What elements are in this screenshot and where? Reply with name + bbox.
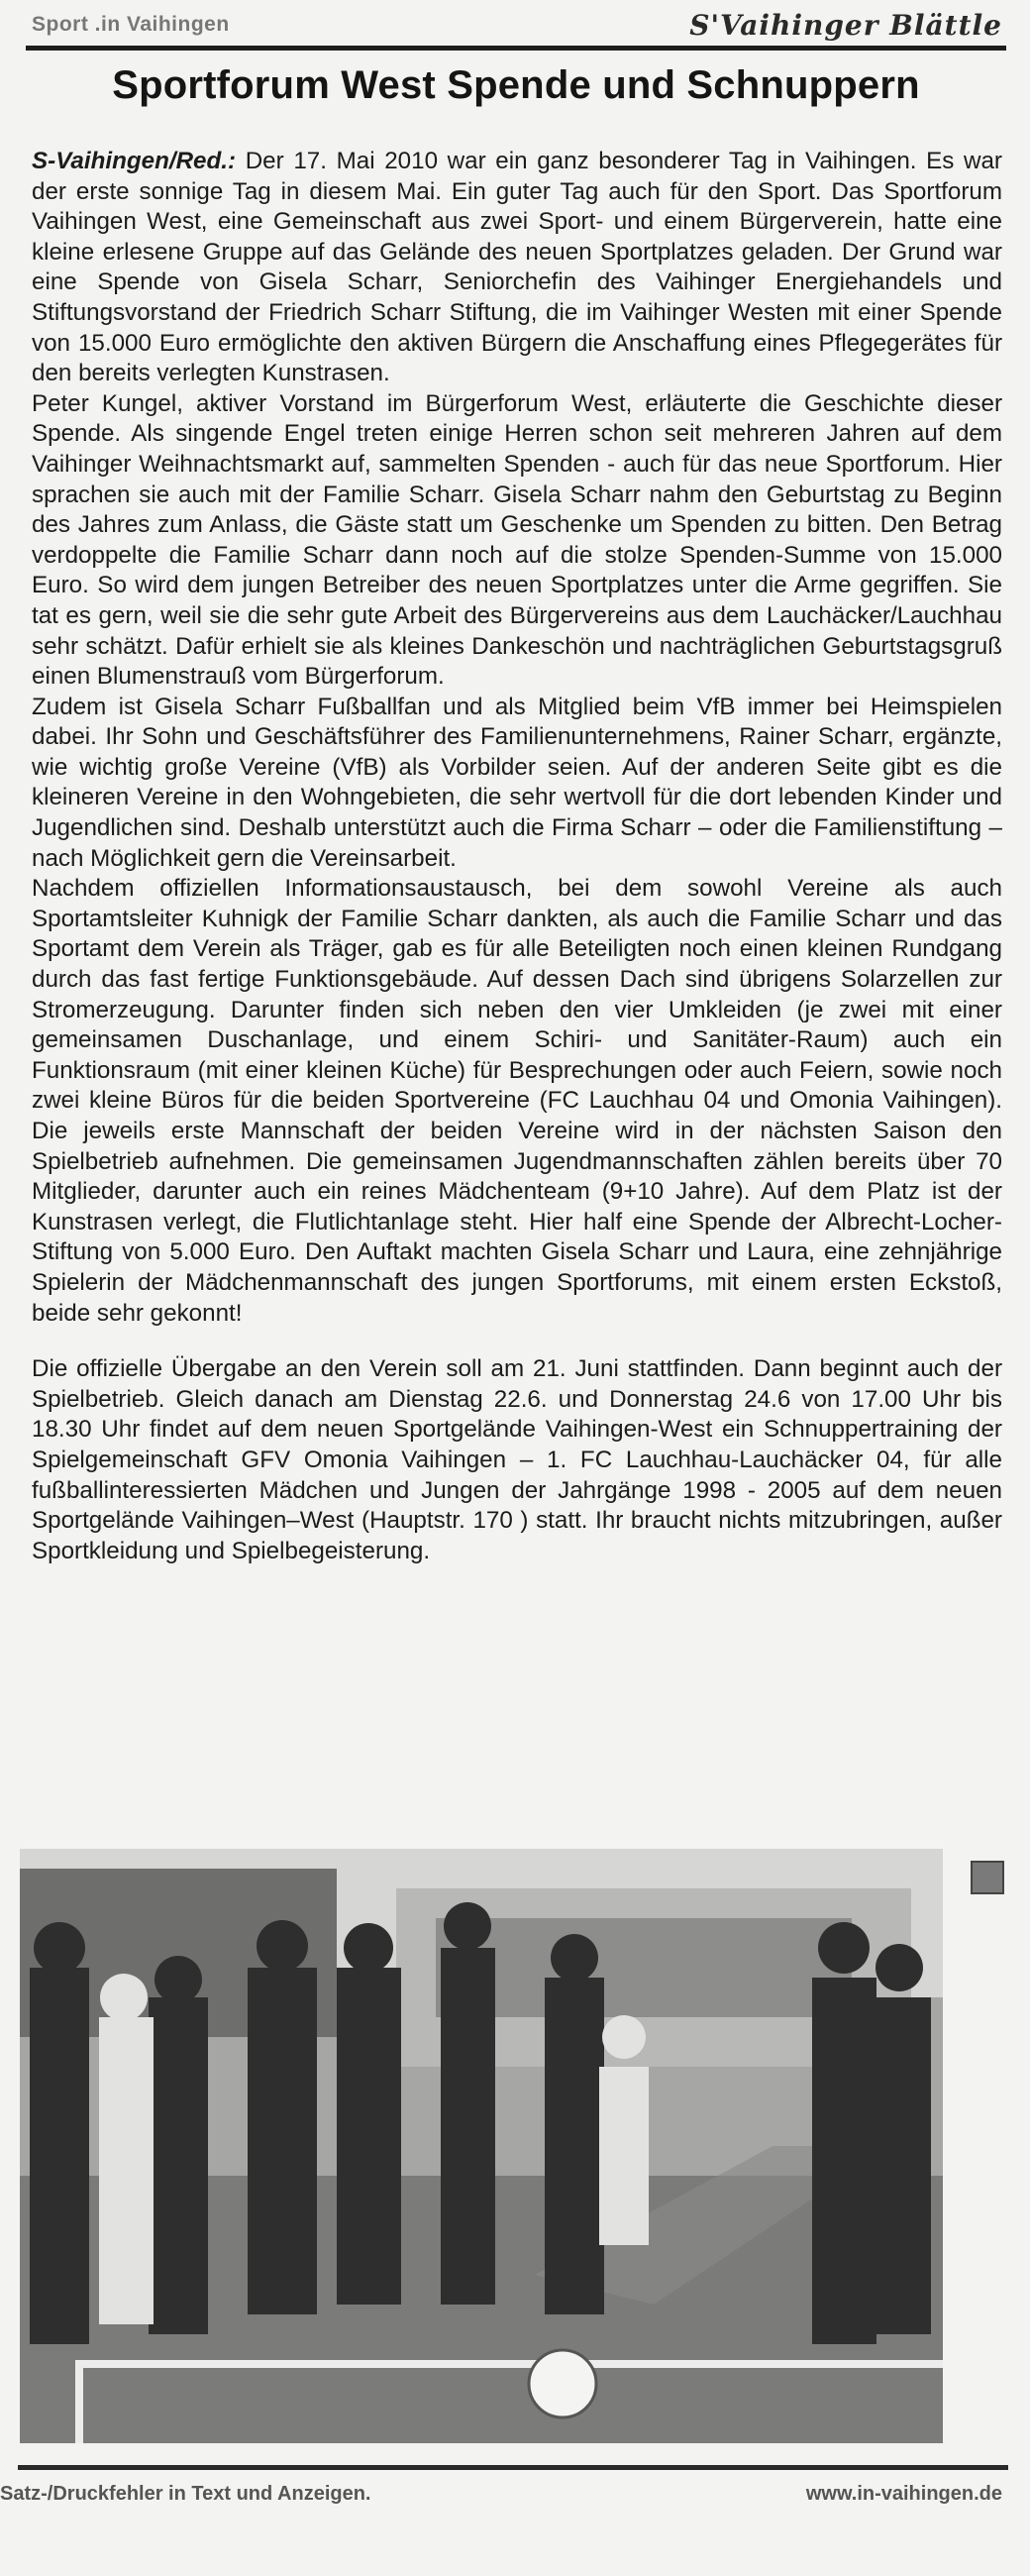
article-paragraph-1 bbox=[32, 147, 1002, 389]
newspaper-brand: S'Vaihinger Blättle bbox=[689, 8, 1002, 42]
section-label: Sport .in Vaihingen bbox=[32, 13, 230, 36]
article-paragraph-2: Peter Kungel, aktiver Vorstand im Bürgerforum West, erläuterte die Geschichte dieser Spende. Als singende Engel treten einige Herren schon seit mehreren Jahren auf dem Vaihinger Weihnachtsmarkt auf, sammelten Spenden - auch für das neue Sportforum. Hier sprachen sie auch mit der Familie Scharr. Gisela Scharr nahm den Geburtstag zu Beginn des Jahres zum Anlass, die Gäste statt um Geschenke um Spenden zu bitten. Den Betrag verdoppelte die Familie Scharr dann noch auf die stolze Spenden-Summe von 15.000 Euro. So wird dem jungen Betreiber des neuen Sportplatzes unter die Arme gegriffen. Sie tat es gern, weil sie die sehr gute Arbeit des Bürgervereins aus dem Lauchäcker/Lauchhau sehr schätzt. Dafür erhielt sie als kleines Dankeschön und nachträglichen Geburtstagsgruß einen Blumenstrauß vom Bürgerforum. bbox=[32, 389, 1002, 691]
header-rule bbox=[26, 46, 1006, 51]
byline: S-Vaihingen/Red.: bbox=[32, 148, 237, 174]
footer-rule bbox=[18, 2465, 1008, 2470]
article-paragraph-5: Die offizielle Übergabe an den Verein soll am 21. Juni stattfinden. Dann beginnt auch der Spielbetrieb. Gleich danach am Dienstag 22.6. und Donnerstag 24.6 von 17.00 Uhr bis 18.30 Uhr findet auf dem neuen Sportgelände Vaihingen-West ein Schnuppertraining der Spielgemeinschaft GFV Omonia Vaihingen – 1. FC Lauchhau-Lauchäcker 04, für alle fußballinteressierten Mädchen und Jungen der Jahrgänge 1998 - 2005 auf dem neuen Sportgelände Vaihingen–West (Hauptstr. 170 ) statt. Ihr braucht nichts mitzubringen, außer Sportkleidung und Spielbegeisterung. bbox=[32, 1355, 1002, 1564]
article-paragraph-3: Zudem ist Gisela Scharr Fußballfan und als Mitglied beim VfB immer bei Heimspielen dabei. Ihr Sohn und Geschäftsführer des Familienunternehmens, Rainer Scharr, ergänzte, wie wichtig große Vereine (VfB) als Vorbilder seien. Auf der anderen Seite gibt es die kleineren Vereine in den Wohngebieten, die sehr wertvoll für die dort lebenden Kinder und Jugendlichen sind. Deshalb unterstützt auch die Firma Scharr – oder die Familienstiftung – nach Möglichkeit gern die Vereinsarbeit. bbox=[32, 693, 1002, 872]
article-headline: Sportforum West Spende und Schnuppern bbox=[112, 63, 920, 107]
article-photo bbox=[20, 1849, 943, 2443]
article-body bbox=[32, 147, 1002, 1566]
article-paragraph-4: Nachdem offiziellen Informationsaustausch, bei dem sowohl Vereine als auch Sportamtsleiter Kuhnigk der Familie Scharr dankten, als auch die Familie Scharr und das Sportamt dem Verein als Träger, gab es für alle Beteiligten noch einen kleinen Rundgang durch das fast fertige Funktionsgebäude. Auf dessen Dach sind übrigens Solarzellen zur Stromerzeugung. Darunter finden sich neben den vier Umkleiden (je zwei mit einer gemeinsamen Duschanlage, und einem Schiri- und Sanitäter-Raum) auch ein Funktionsraum (mit einer kleinen Küche) für Besprechungen oder auch Feiern, sowie noch zwei kleine Büros für die beiden Sportvereine (FC Lauchhau 04 und Omonia Vaihingen). Die jeweils erste Mannschaft der beiden Vereine wird in der nächsten Saison den Spielbetrieb aufnehmen. Die gemeinsamen Jugendmannschaften zählen bereits über 70 Mitglieder, darunter auch ein reines Mädchenteam (9+10 Jahre). Auf dem Platz ist der Kunstrasen verlegt, die Flutlichtanlage steht. Hier half eine Spende der Albrecht-Locher-Stiftung von 5.000 Euro. Den Auftakt machten Gisela Scharr und Laura, eine zehnjährige Spielerin der Mädchenmannschaft des jungen Sportforums, mit einem ersten Eckstoß, beide sehr gekonnt! bbox=[32, 875, 1002, 1327]
page-header bbox=[32, 8, 1002, 42]
paragraph-1-text: Der 17. Mai 2010 war ein ganz besonderer Tag in Vaihingen. Es war der erste sonnige Tag in diesem Mai. Ein guter Tag auch für den Sport. Das Sportforum Vaihingen West, eine Gemeinschaft aus zwei Sport- und einem Bürgerverein, hatte eine kleine erlesene Gruppe auf das Gelände des neuen Sportplatzes geladen. Der Grund war eine Spende von Gisela Scharr, Seniorchefin des Vaihinger Energiehandels und Stiftungsvorstand der Friedrich Scharr Stiftung, die im Vaihinger Westen mit einer Spende von 15.000 Euro ermöglichte den aktiven Bürgern die Anschaffung eines Pflegegerätes für den bereits verlegten Kunstrasen. bbox=[32, 148, 1002, 387]
photo-illustration bbox=[20, 1849, 943, 2443]
photo-marker bbox=[971, 1861, 1004, 1894]
page-footer bbox=[0, 2479, 1002, 2509]
footer-website[interactable]: www.in-vaihingen.de bbox=[805, 2482, 1002, 2505]
footer-disclaimer: Satz-/Druckfehler in Text und Anzeigen. bbox=[0, 2482, 371, 2505]
